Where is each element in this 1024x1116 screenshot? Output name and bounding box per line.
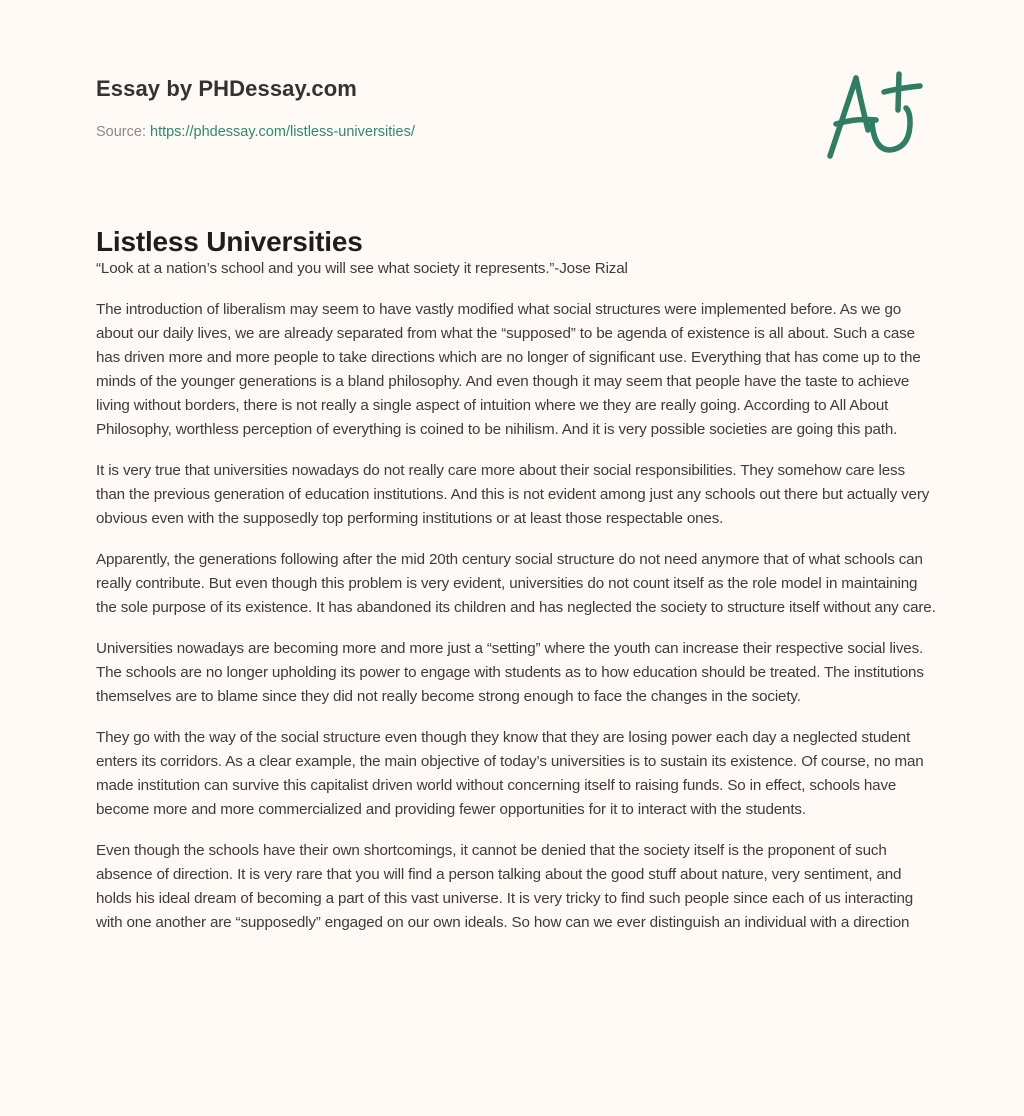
essay-body [96, 257, 936, 952]
source-label: Source: [96, 124, 150, 140]
essay-paragraph: The introduction of liberalism may seem to have vastly modified what social structures were implemented before. As we go about our daily lives, we are already separated from what the “supposed” to be agenda of existence is all about. Such a case has driven more and more people to take directions which are no longer of significant use. Everything that has come up to the minds of the younger generations is a bland philosophy. And even though it may seem that people have the taste to achieve living without borders, there is not really a single aspect of intuition where we they are really going. According to All About Philosophy, worthless perception of everything is coined to be nihilism. And it is very possible societies are going this path. [96, 301, 921, 438]
essay-page [96, 0, 936, 931]
page-header [96, 0, 936, 200]
site-title: Essay by PHDessay.com [96, 76, 357, 101]
source-link[interactable]: https://phdessay.com/listless-universities/ [150, 124, 415, 140]
essay-paragraph: It is very true that universities nowadays do not really care more about their social responsibilities. They somehow care less than the previous generation of education institutions. And this is not evident among just any schools out there but actually very obvious even with the supposedly top performing institutions or at least those respectable ones. [96, 462, 930, 527]
essay-paragraph: Even though the schools have their own shortcomings, it cannot be denied that the society itself is the proponent of such absence of direction. It is very rare that you will find a person talking about the good stuff about nature, very sentiment, and holds his ideal dream of becoming a part of this vast universe. It is very tricky to find such people since each of us interacting with one another are “supposedly” engaged on our own ideals. So how can we ever distinguish an individual with a direction [96, 842, 914, 931]
essay-paragraph: Apparently, the generations following after the mid 20th century social structure do not need anymore that of what schools can really contribute. But even though this problem is very evident, universities do not count itself as the role model in maintaining the sole purpose of its existence. It has abandoned its children and has neglected the society to structure itself without any care. [96, 551, 936, 616]
essay-quote: “Look at a nation’s school and you will see what society it represents.”-Jose Rizal [96, 260, 628, 277]
essay-paragraph: Universities nowadays are becoming more and more just a “setting” where the youth can increase their respective social lives. The schools are no longer upholding its power to engage with students as to how education should be treated. The institutions themselves are to blame since they did not really become strong enough to face the changes in the society. [96, 640, 924, 705]
a-plus-grade-icon [826, 68, 926, 164]
essay-paragraph: They go with the way of the social structure even though they know that they are losing power each day a neglected student enters its corridors. As a clear example, the main objective of today’s universities is to sustain its existence. Of course, no man made institution can survive this capitalist driven world without concerning itself to raising funds. So in effect, schools have become more and more commercialized and providing fewer opportunities for it to interact with the students. [96, 729, 924, 818]
essay-title: Listless Universities [96, 226, 363, 257]
source-line [96, 124, 415, 140]
